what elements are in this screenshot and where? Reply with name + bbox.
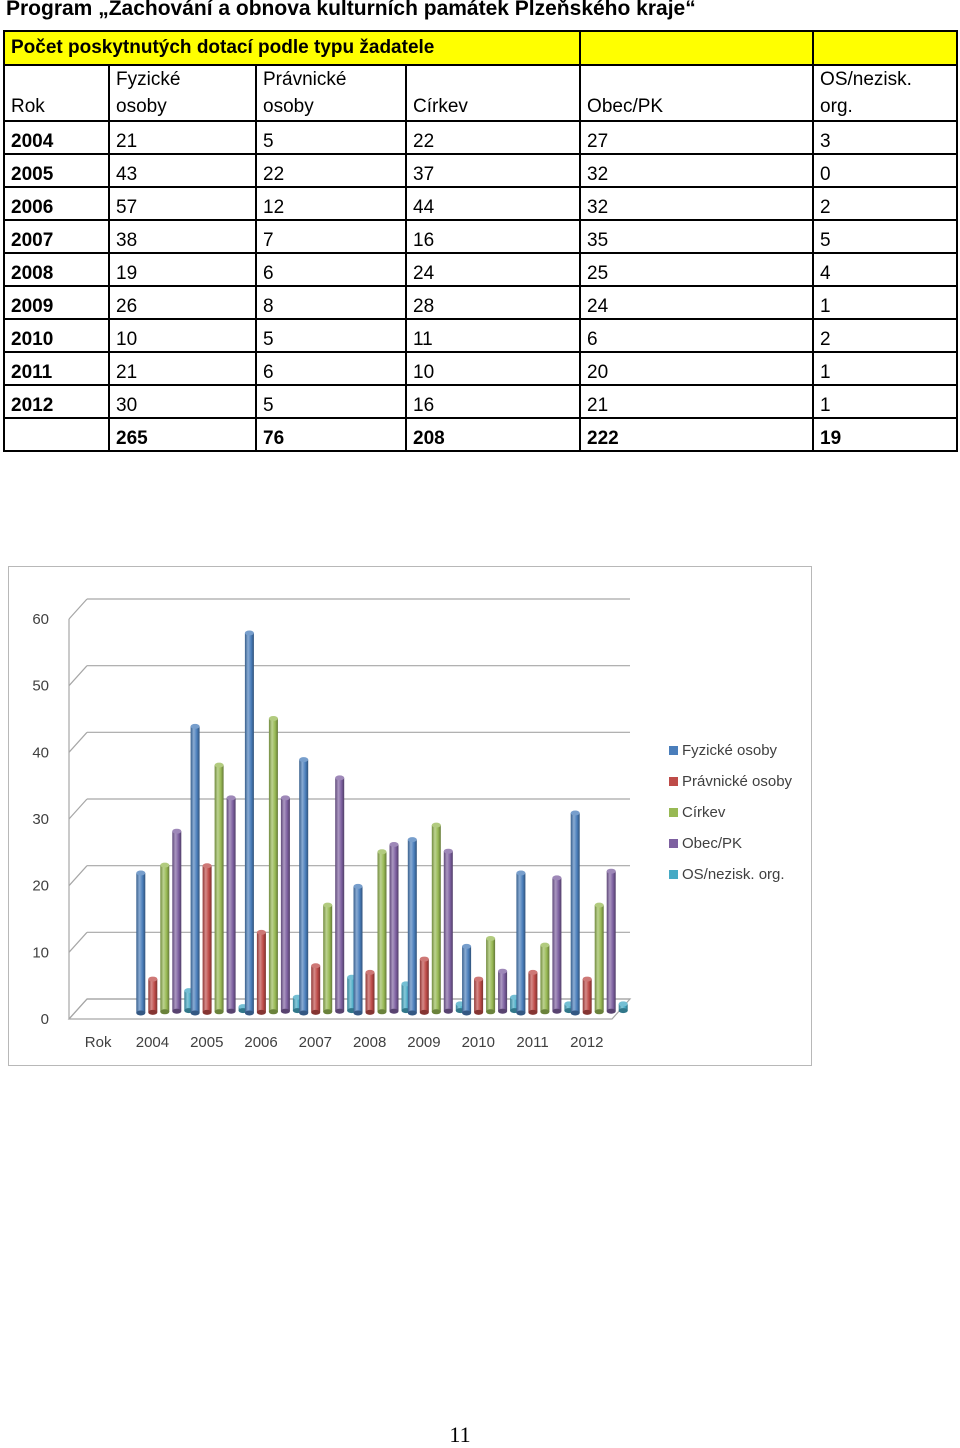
cell-cirkev: 28 [406,286,580,319]
cell-os: 2 [813,187,957,220]
cell-fo: 10 [109,319,256,352]
cell-cirkev: 16 [406,385,580,418]
cell-fo: 43 [109,154,256,187]
bar-cap [420,957,429,962]
bar-cap [354,884,363,889]
bar-cap [552,875,561,880]
cell-year: 2012 [4,385,109,418]
bar-base [498,1009,507,1014]
cell-po: 22 [256,154,406,187]
bar-cap [595,903,604,908]
bar-base [607,1009,616,1014]
bar-fyzick-osoby-2008 [354,886,363,1013]
table-row [4,253,957,286]
bar-pr-vnick-osoby-2009 [420,959,429,1012]
legend-swatch [669,870,678,879]
bar-obec-pk-2008 [390,845,399,1012]
header-fyzicke-osoby: Fyzické osoby [109,65,256,121]
bar-obec-pk-2009 [444,851,453,1011]
bar-fyzick-osoby-2011 [516,873,525,1013]
bar-c-rkev-2010 [486,938,495,1011]
bar-base [552,1009,561,1014]
cell-year: 2009 [4,286,109,319]
bar-base [583,1010,592,1015]
bar-cap [444,849,453,854]
cell-po: 5 [256,385,406,418]
bar-cap [245,631,254,636]
cell-obec: 32 [580,187,813,220]
bar-cap [160,863,169,868]
table-row [4,352,957,385]
bar-cap [227,795,236,800]
total-label-empty [4,418,109,451]
bar-base [281,1009,290,1014]
cell-fo: 21 [109,352,256,385]
caption-cell-empty [813,31,957,65]
x-tick-label: 2011 [516,1034,549,1051]
header-rok: Rok [4,65,109,121]
bar-base [227,1009,236,1014]
bar-obec-pk-2005 [227,798,236,1011]
bar-c-rkev-2008 [378,852,387,1012]
header-pravnicke-osoby: Právnické osoby [256,65,406,121]
y-tick-label: 30 [32,811,49,828]
bar-base [390,1009,399,1014]
cell-po: 5 [256,319,406,352]
cell-os: 0 [813,154,957,187]
gridline-side [69,599,87,619]
bar-base [571,1011,580,1016]
cell-cirkev: 16 [406,220,580,253]
cell-year: 2005 [4,154,109,187]
total-obec: 222 [580,418,813,451]
bar-base [540,1009,549,1014]
cell-fo: 21 [109,121,256,154]
bar-cap [498,969,507,974]
x-tick-label: 2009 [407,1034,441,1051]
cell-po: 6 [256,253,406,286]
bar-base [619,1008,628,1013]
bar-pr-vnick-osoby-2011 [528,972,537,1012]
cell-po: 5 [256,121,406,154]
bar-chart [8,566,812,1066]
table-header-row [4,65,957,121]
cell-cirkev: 10 [406,352,580,385]
bar-cap [148,977,157,982]
total-os: 19 [813,418,957,451]
bar-base [378,1009,387,1014]
cell-os: 1 [813,385,957,418]
bar-cap [335,775,344,780]
y-tick-label: 20 [32,877,49,895]
x-tick-label: Rok [84,1034,112,1051]
bar-c-rkev-2007 [323,905,332,1012]
cell-os: 1 [813,352,957,385]
bar-cap [516,871,525,876]
cell-po: 8 [256,286,406,319]
table-row [4,154,957,187]
document-title: Program „Zachování a obnova kulturních památek Plzeňského kraje“ [6,0,696,20]
legend-swatch [669,777,678,786]
bar-obec-pk-2010 [498,971,507,1011]
bar-base [420,1010,429,1015]
table-row [4,286,957,319]
y-tick-label: 60 [32,611,49,628]
bar-base [444,1009,453,1014]
bar-pr-vnick-osoby-2012 [583,979,592,1012]
bar-base [203,1010,212,1015]
bar-c-rkev-2004 [160,865,169,1012]
bar-base [528,1010,537,1015]
bar-base [311,1010,320,1015]
bar-pr-vnick-osoby-2007 [311,966,320,1013]
cell-obec: 6 [580,319,813,352]
cell-po: 7 [256,220,406,253]
bar-cap [172,829,181,834]
cell-year: 2006 [4,187,109,220]
cell-year: 2004 [4,121,109,154]
y-tick-label: 50 [32,677,49,695]
bar-cap [528,970,537,975]
table-caption: Počet poskytnutých dotací podle typu žadatele [4,31,580,65]
cell-os: 5 [813,220,957,253]
bar-base [136,1011,145,1016]
table-total-row [4,418,957,451]
cell-os: 3 [813,121,957,154]
bar-pr-vnick-osoby-2006 [257,932,266,1012]
bar-cap [323,903,332,908]
cell-obec: 35 [580,220,813,253]
bar-obec-pk-2006 [281,798,290,1011]
gridline-side [69,799,87,819]
cell-fo: 57 [109,187,256,220]
bar-fyzick-osoby-2007 [299,760,308,1013]
x-tick-label: 2004 [135,1034,170,1051]
cell-cirkev: 24 [406,253,580,286]
bar-fyzick-osoby-2005 [191,726,200,1013]
bar-c-rkev-2012 [595,905,604,1012]
page-number: 11 [449,1422,471,1447]
bar-pr-vnick-osoby-2005 [203,866,212,1013]
cell-obec: 21 [580,385,813,418]
gridline-side [69,866,87,886]
legend-swatch [669,746,678,755]
x-tick-label: 2005 [190,1034,224,1051]
cell-year: 2007 [4,220,109,253]
chart-svg [9,567,811,1065]
bar-base [474,1010,483,1015]
bar-cap [366,970,375,975]
bar-pr-vnick-osoby-2010 [474,979,483,1012]
total-pravnicke: 76 [256,418,406,451]
cell-cirkev: 37 [406,154,580,187]
bar-cap [136,871,145,876]
bar-cap [607,869,616,874]
bar-base [323,1009,332,1014]
y-tick-label: 10 [32,944,49,962]
bar-cap [390,842,399,847]
bar-obec-pk-2007 [335,778,344,1011]
cell-fo: 38 [109,220,256,253]
bar-pr-vnick-osoby-2008 [366,972,375,1012]
table-caption-row [4,31,957,65]
bar-cap [203,863,212,868]
table-row [4,187,957,220]
cell-cirkev: 44 [406,187,580,220]
bar-base [245,1011,254,1016]
bar-obec-pk-2004 [172,831,181,1011]
bar-base [191,1011,200,1016]
bar-base [172,1009,181,1014]
cell-obec: 20 [580,352,813,385]
cell-po: 6 [256,352,406,385]
bar-base [335,1009,344,1014]
gridline-side [69,732,87,752]
gridline-side [69,932,87,952]
bar-obec-pk-2011 [552,878,561,1011]
bar-fyzick-osoby-2004 [136,873,145,1013]
header-cirkev: Církev [406,65,580,121]
bar-base [408,1011,417,1016]
bar-cap [378,849,387,854]
bar-base [366,1010,375,1015]
cell-fo: 26 [109,286,256,319]
x-tick-label: 2008 [352,1034,387,1051]
bar-base [215,1009,224,1014]
table-row [4,385,957,418]
table-row [4,121,957,154]
x-tick-label: 2006 [244,1034,278,1051]
header-obec-pk: Obec/PK [580,65,813,121]
cell-year: 2011 [4,352,109,385]
cell-po: 12 [256,187,406,220]
cell-cirkev: 11 [406,319,580,352]
cell-os: 2 [813,319,957,352]
bar-pr-vnick-osoby-2004 [148,979,157,1012]
bar-fyzick-osoby-2012 [571,813,580,1013]
total-fyzicke: 265 [109,418,256,451]
legend-swatch [669,839,678,848]
bar-base [160,1009,169,1014]
cell-year: 2008 [4,253,109,286]
cell-fo: 30 [109,385,256,418]
bar-cap [540,943,549,948]
bar-cap [257,930,266,935]
y-tick-label: 0 [40,1011,49,1028]
cell-obec: 27 [580,121,813,154]
bar-base [432,1009,441,1014]
bar-c-rkev-2011 [540,945,549,1012]
bar-cap [619,1001,628,1006]
bar-fyzick-osoby-2009 [408,840,417,1013]
legend-label: Obec/PK [682,835,743,852]
bar-cap [583,977,592,982]
legend-swatch [669,808,678,817]
cell-os: 4 [813,253,957,286]
bar-cap [474,977,483,982]
cell-fo: 19 [109,253,256,286]
total-cirkev: 208 [406,418,580,451]
x-tick-label: 2010 [461,1034,495,1051]
cell-obec: 24 [580,286,813,319]
bar-cap [215,763,224,768]
bar-base [354,1011,363,1016]
bar-cap [281,795,290,800]
bar-c-rkev-2006 [269,718,278,1011]
cell-cirkev: 22 [406,121,580,154]
x-tick-label: 2007 [298,1034,333,1051]
bar-c-rkev-2005 [215,765,224,1012]
bar-c-rkev-2009 [432,825,441,1012]
bar-cap [486,936,495,941]
cell-obec: 25 [580,253,813,286]
header-os-nezisk: OS/nezisk. org. [813,65,957,121]
bar-base [269,1009,278,1014]
bar-cap [269,716,278,721]
table-row [4,319,957,352]
bar-base [148,1010,157,1015]
bar-base [299,1011,308,1016]
cell-os: 1 [813,286,957,319]
bar-cap [408,837,417,842]
legend-label: Právnické osoby [682,773,793,790]
bar-base [516,1011,525,1016]
x-tick-label: 2012 [570,1034,604,1051]
bar-base [257,1010,266,1015]
legend-label: Církev [682,804,726,821]
cell-year: 2010 [4,319,109,352]
y-tick-label: 40 [32,744,49,762]
bar-cap [191,724,200,729]
bar-base [486,1009,495,1014]
table-row [4,220,957,253]
caption-cell-empty [580,31,813,65]
table-body [4,121,957,418]
bar-cap [462,944,471,949]
legend-label: OS/nezisk. org. [682,866,785,883]
gridline-side [69,666,87,686]
bar-cap [571,811,580,816]
bar-cap [311,963,320,968]
bar-fyzick-osoby-2010 [462,946,471,1013]
legend-label: Fyzické osoby [682,742,778,759]
bar-base [462,1011,471,1016]
bar-base [595,1009,604,1014]
bar-cap [432,823,441,828]
grants-table [3,30,958,452]
bar-fyzick-osoby-2006 [245,633,254,1013]
bar-cap [299,757,308,762]
cell-obec: 32 [580,154,813,187]
bar-obec-pk-2012 [607,871,616,1011]
